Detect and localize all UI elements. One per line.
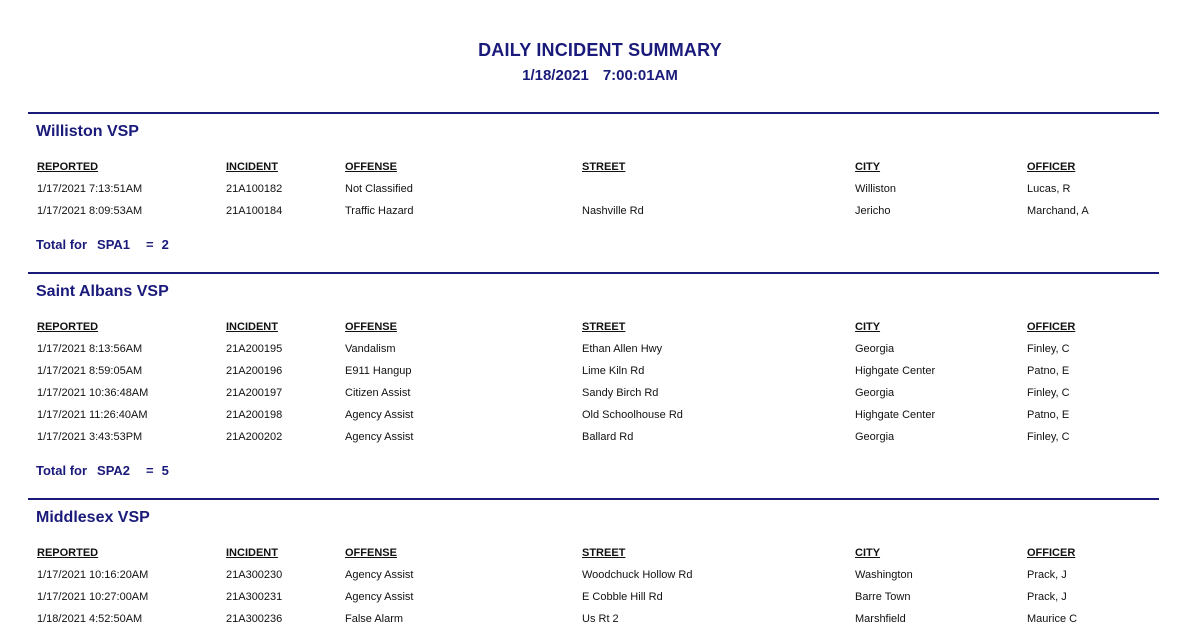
header-officer: OFFICER	[1027, 321, 1076, 333]
section-divider	[28, 112, 1159, 114]
section-total	[36, 237, 169, 252]
cell-street: Ethan Allen Hwy	[582, 343, 663, 355]
cell-officer: Maurice C	[1027, 613, 1078, 625]
column-headers	[28, 161, 1159, 177]
header-offense: OFFENSE	[345, 161, 397, 173]
column-headers	[28, 547, 1159, 563]
table-row	[28, 183, 1159, 199]
header-incident: INCIDENT	[226, 321, 278, 333]
cell-city: Jericho	[855, 205, 891, 217]
report-title: DAILY INCIDENT SUMMARY	[478, 40, 722, 60]
table-row	[28, 343, 1159, 359]
cell-incident: 21A200196	[226, 365, 283, 377]
header-reported: REPORTED	[37, 547, 99, 559]
report-datetime	[0, 67, 1200, 84]
cell-officer: Patno, E	[1027, 365, 1070, 377]
table-row	[28, 365, 1159, 381]
cell-street: Old Schoolhouse Rd	[582, 409, 683, 421]
cell-offense: False Alarm	[345, 613, 404, 625]
header-city: CITY	[855, 321, 881, 333]
cell-reported: 1/17/2021 10:16:20AM	[37, 569, 149, 581]
table-row	[28, 613, 1159, 629]
header-city: CITY	[855, 161, 881, 173]
cell-offense: Traffic Hazard	[345, 205, 414, 217]
table-row	[28, 387, 1159, 403]
cell-street: Woodchuck Hollow Rd	[582, 569, 693, 581]
cell-reported: 1/17/2021 8:13:56AM	[37, 343, 143, 355]
cell-street: Us Rt 2	[582, 613, 619, 625]
cell-offense: Agency Assist	[345, 569, 414, 581]
cell-street: Sandy Birch Rd	[582, 387, 659, 399]
total-equals: =	[146, 463, 154, 478]
report-time: 7:00:01AM	[602, 67, 678, 84]
section-middlesex	[28, 498, 1159, 630]
header-reported: REPORTED	[37, 161, 99, 173]
report-date: 1/18/2021	[522, 67, 589, 84]
cell-officer: Finley, C	[1027, 431, 1070, 443]
cell-reported: 1/17/2021 7:13:51AM	[37, 183, 143, 195]
cell-officer: Marchand, A	[1027, 205, 1089, 217]
cell-officer: Finley, C	[1027, 387, 1070, 399]
cell-offense: Vandalism	[345, 343, 396, 355]
header-street: STREET	[582, 321, 626, 333]
cell-reported: 1/17/2021 8:59:05AM	[37, 365, 143, 377]
cell-incident: 21A300236	[226, 613, 283, 625]
cell-offense: Not Classified	[345, 183, 413, 195]
cell-reported: 1/17/2021 10:27:00AM	[37, 591, 149, 603]
cell-city: Georgia	[855, 431, 895, 443]
cell-incident: 21A100184	[226, 205, 283, 217]
cell-city: Marshfield	[855, 613, 906, 625]
cell-offense: Agency Assist	[345, 591, 414, 603]
cell-reported: 1/17/2021 10:36:48AM	[37, 387, 149, 399]
table-row	[28, 431, 1159, 447]
cell-city: Barre Town	[855, 591, 911, 603]
header-street: STREET	[582, 161, 626, 173]
cell-city: Highgate Center	[855, 365, 936, 377]
cell-city: Washington	[855, 569, 913, 581]
header-officer: OFFICER	[1027, 547, 1076, 559]
cell-reported: 1/17/2021 3:43:53PM	[37, 431, 143, 443]
total-label: Total for	[36, 463, 88, 478]
section-divider	[28, 498, 1159, 500]
header-incident: INCIDENT	[226, 547, 278, 559]
cell-street: Lime Kiln Rd	[582, 365, 645, 377]
cell-incident: 21A300231	[226, 591, 283, 603]
column-headers	[28, 321, 1159, 337]
cell-offense: Agency Assist	[345, 431, 414, 443]
header-reported: REPORTED	[37, 321, 99, 333]
cell-offense: Agency Assist	[345, 409, 414, 421]
section-total	[36, 463, 169, 478]
header-city: CITY	[855, 547, 881, 559]
cell-offense: E911 Hangup	[345, 365, 412, 377]
cell-incident: 21A300230	[226, 569, 283, 581]
cell-reported: 1/17/2021 11:26:40AM	[37, 409, 148, 421]
section-williston	[28, 112, 1159, 272]
cell-incident: 21A100182	[226, 183, 283, 195]
section-saint-albans	[28, 272, 1159, 498]
section-title: Middlesex VSP	[36, 509, 150, 526]
header-street: STREET	[582, 547, 626, 559]
cell-officer: Prack, J	[1027, 569, 1067, 581]
table-row	[28, 205, 1159, 221]
header-incident: INCIDENT	[226, 161, 278, 173]
cell-city: Highgate Center	[855, 409, 936, 421]
total-equals: =	[146, 237, 154, 252]
cell-incident: 21A200197	[226, 387, 283, 399]
cell-officer: Lucas, R	[1027, 183, 1071, 195]
section-title: Saint Albans VSP	[36, 283, 169, 300]
cell-street: Nashville Rd	[582, 205, 644, 217]
table-row	[28, 409, 1159, 425]
cell-street: Ballard Rd	[582, 431, 634, 443]
total-count: 5	[161, 463, 169, 478]
cell-city: Georgia	[855, 387, 895, 399]
cell-incident: 21A200198	[226, 409, 283, 421]
cell-reported: 1/17/2021 8:09:53AM	[37, 205, 143, 217]
table-row	[28, 569, 1159, 585]
header-officer: OFFICER	[1027, 161, 1076, 173]
total-code: SPA2	[97, 463, 131, 478]
section-divider	[28, 272, 1159, 274]
total-count: 2	[161, 237, 169, 252]
cell-incident: 21A200202	[226, 431, 283, 443]
header-offense: OFFENSE	[345, 321, 397, 333]
cell-officer: Prack, J	[1027, 591, 1067, 603]
cell-street: E Cobble Hill Rd	[582, 591, 663, 603]
cell-city: Georgia	[855, 343, 895, 355]
header-offense: OFFENSE	[345, 547, 397, 559]
cell-offense: Citizen Assist	[345, 387, 411, 399]
cell-officer: Patno, E	[1027, 409, 1070, 421]
section-title: Williston VSP	[36, 123, 139, 140]
cell-officer: Finley, C	[1027, 343, 1070, 355]
cell-city: Williston	[855, 183, 896, 195]
total-label: Total for	[36, 237, 88, 252]
cell-incident: 21A200195	[226, 343, 283, 355]
table-row	[28, 591, 1159, 607]
total-code: SPA1	[97, 237, 131, 252]
cell-reported: 1/18/2021 4:52:50AM	[37, 613, 143, 625]
